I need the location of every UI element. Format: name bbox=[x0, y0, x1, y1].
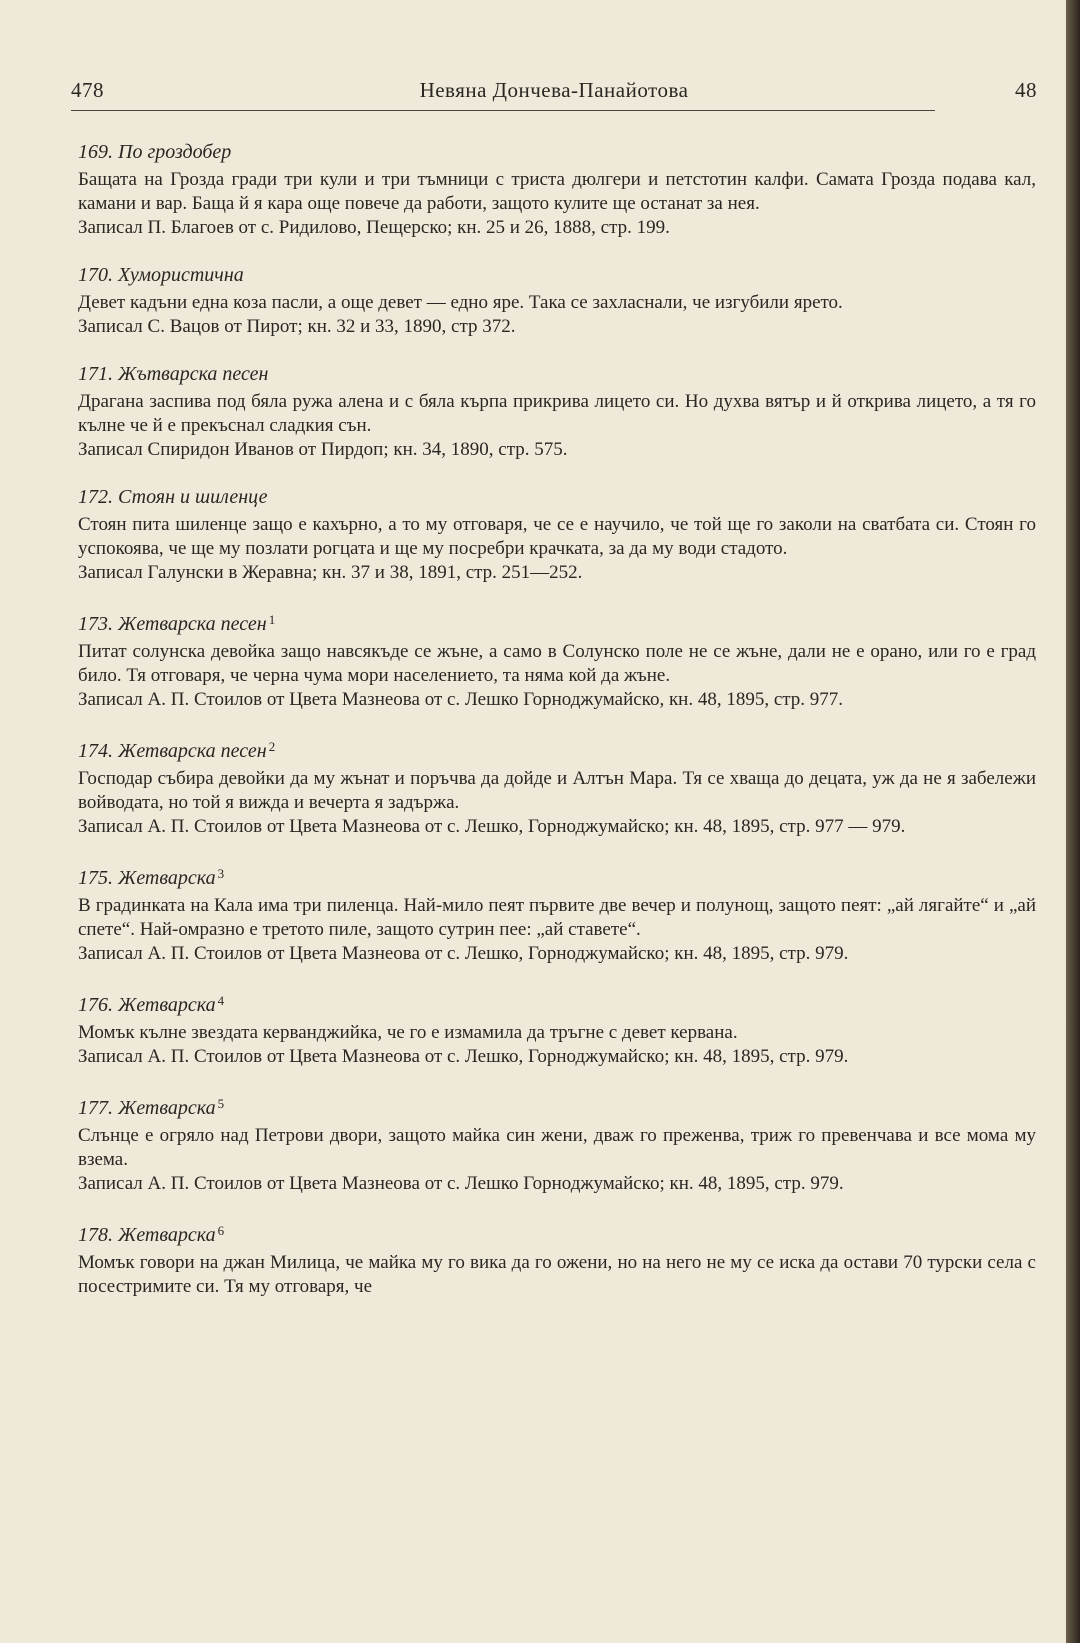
entry-summary: В градинката на Кала има три пиленца. Най-мило пеят първите две вечер и полунощ, защото пеят: „ай лягайте“ и „ай спете“. Най-омразно е третото пиле, защото сутрин пее: „ай ставете“. bbox=[78, 895, 1036, 940]
signature-mark: 48 bbox=[1015, 78, 1037, 102]
entry-summary: Момък кълне звездата керванджийка, че го е измамила да тръгне с девет кервана. bbox=[78, 1022, 738, 1043]
entry-source: Записал Спиридон Иванов от Пирдоп; кн. 34, 1890, стр. 575. bbox=[78, 439, 568, 460]
entry-source: Записал А. П. Стоилов от Цвета Мазнеова от с. Лешко Горноджумайско, кн. 48, 1895, стр. 977. bbox=[78, 689, 844, 710]
entry-title: 169. По гроздобер bbox=[78, 141, 232, 163]
entry-177 bbox=[78, 1090, 1036, 1196]
entry-173 bbox=[78, 606, 1036, 712]
entry-title: 177. Жетварска $^5$ bbox=[78, 1096, 225, 1119]
entry-title: 172. Стоян и шиленце bbox=[78, 486, 268, 508]
footnote-mark: 1 bbox=[268, 612, 276, 627]
entry-title: 174. Жетварска песен $^2$ bbox=[78, 739, 276, 762]
entry-170 bbox=[78, 261, 1036, 339]
entry-title: 170. Хумористична bbox=[78, 264, 244, 286]
footnote-mark: 2 bbox=[268, 739, 276, 754]
entry-title: 173. Жетварска песен $^1$ bbox=[78, 612, 276, 635]
entry-summary: Момък говори на джан Милица, че майка му го вика да го ожени, но на него не му се иска да остави 70 турски села с посестримите си. Тя му отговаря, че bbox=[78, 1252, 1036, 1297]
running-header bbox=[71, 78, 1037, 110]
running-title: Невяна Дончева-Панайотова bbox=[419, 78, 689, 102]
footnote-mark: 4 bbox=[217, 993, 225, 1008]
entry-title: 178. Жетварска $^6$ bbox=[78, 1223, 225, 1246]
entry-summary: Слънце е огряло над Петрови двори, защото майка син жени, дваж го преженва, триж го превенчава и все мома му взема. bbox=[78, 1125, 1036, 1170]
footnote-mark: 6 bbox=[217, 1223, 225, 1238]
entry-summary: Драгана заспива под бяла ружа алена и с бяла кърпа прикрива лицето си. Но духва вятър и й открива лицето, а тя го кълне че й е прекъснал сладкия сън. bbox=[78, 391, 1036, 436]
entry-175 bbox=[78, 860, 1036, 966]
entry-source: Записал А. П. Стоилов от Цвета Мазнеова от с. Лешко, Горноджумайско; кн. 48, 1895, стр. 979. bbox=[78, 943, 849, 964]
entry-176 bbox=[78, 987, 1036, 1069]
entry-title: 171. Жътварска песен bbox=[78, 363, 269, 385]
entry-source: Записал П. Благоев от с. Ридилово, Пещерско; кн. 25 и 26, 1888, стр. 199. bbox=[78, 217, 670, 238]
footnote-mark: 5 bbox=[217, 1096, 225, 1111]
entry-summary: Питат солунска девойка защо навсякъде се жъне, а само в Солунско поле не се жъне, дали не е орано, или го е град било. Тя отговаря, че черна чума мори населението, та няма кой да жъне. bbox=[78, 641, 1036, 686]
entry-169 bbox=[78, 138, 1036, 240]
entry-title: 176. Жетварска $^4$ bbox=[78, 993, 225, 1016]
entry-source: Записал А. П. Стоилов от Цвета Мазнеова от с. Лешко, Горноджумайско; кн. 48, 1895, стр. 977 — 979. bbox=[78, 816, 906, 837]
entry-summary: Господар събира девойки да му жънат и поръчва да дойде и Алтън Мара. Тя се хваща до децата, уж да не я забележи войводата, но той я вижда и вечерта я задържа. bbox=[78, 768, 1036, 813]
book-spine-edge bbox=[1066, 0, 1080, 1643]
header-rule bbox=[71, 110, 935, 111]
entries-list bbox=[78, 138, 1036, 1320]
entry-source: Записал С. Вацов от Пирот; кн. 32 и 33, 1890, стр 372. bbox=[78, 316, 516, 337]
entry-title: 175. Жетварска $^3$ bbox=[78, 866, 225, 889]
entry-174 bbox=[78, 733, 1036, 839]
entry-172 bbox=[78, 483, 1036, 585]
entry-source: Записал Галунски в Жеравна; кн. 37 и 38, 1891, стр. 251—252. bbox=[78, 562, 583, 583]
footnote-mark: 3 bbox=[217, 866, 225, 881]
entry-summary: Стоян пита шиленце защо е кахърно, а то му отговаря, че се е научило, че той ще го заколи на сватбата си. Стоян го успокоява, че ще му позлати рогцата и ще му посребри крачката, за да му води стадото. bbox=[78, 514, 1036, 559]
entry-source: Записал А. П. Стоилов от Цвета Мазнеова от с. Лешко, Горноджумайско; кн. 48, 1895, стр. 979. bbox=[78, 1046, 849, 1067]
page-number: 478 bbox=[71, 78, 104, 102]
entry-summary: Девет кадъни една коза пасли, а още девет — едно яре. Така се захласнали, че изгубили ярето. bbox=[78, 292, 843, 313]
entry-178 bbox=[78, 1217, 1036, 1299]
entry-source: Записал А. П. Стоилов от Цвета Мазнеова от с. Лешко Горноджумайско; кн. 48, 1895, стр. 979. bbox=[78, 1173, 844, 1194]
entry-171 bbox=[78, 360, 1036, 462]
entry-summary: Бащата на Грозда гради три кули и три тъмници с триста дюлгери и петстотин калфи. Самата Грозда подава кал, камани и вар. Баща й я кара още повече да работи, защото кулите ще останат за нея. bbox=[78, 169, 1036, 214]
